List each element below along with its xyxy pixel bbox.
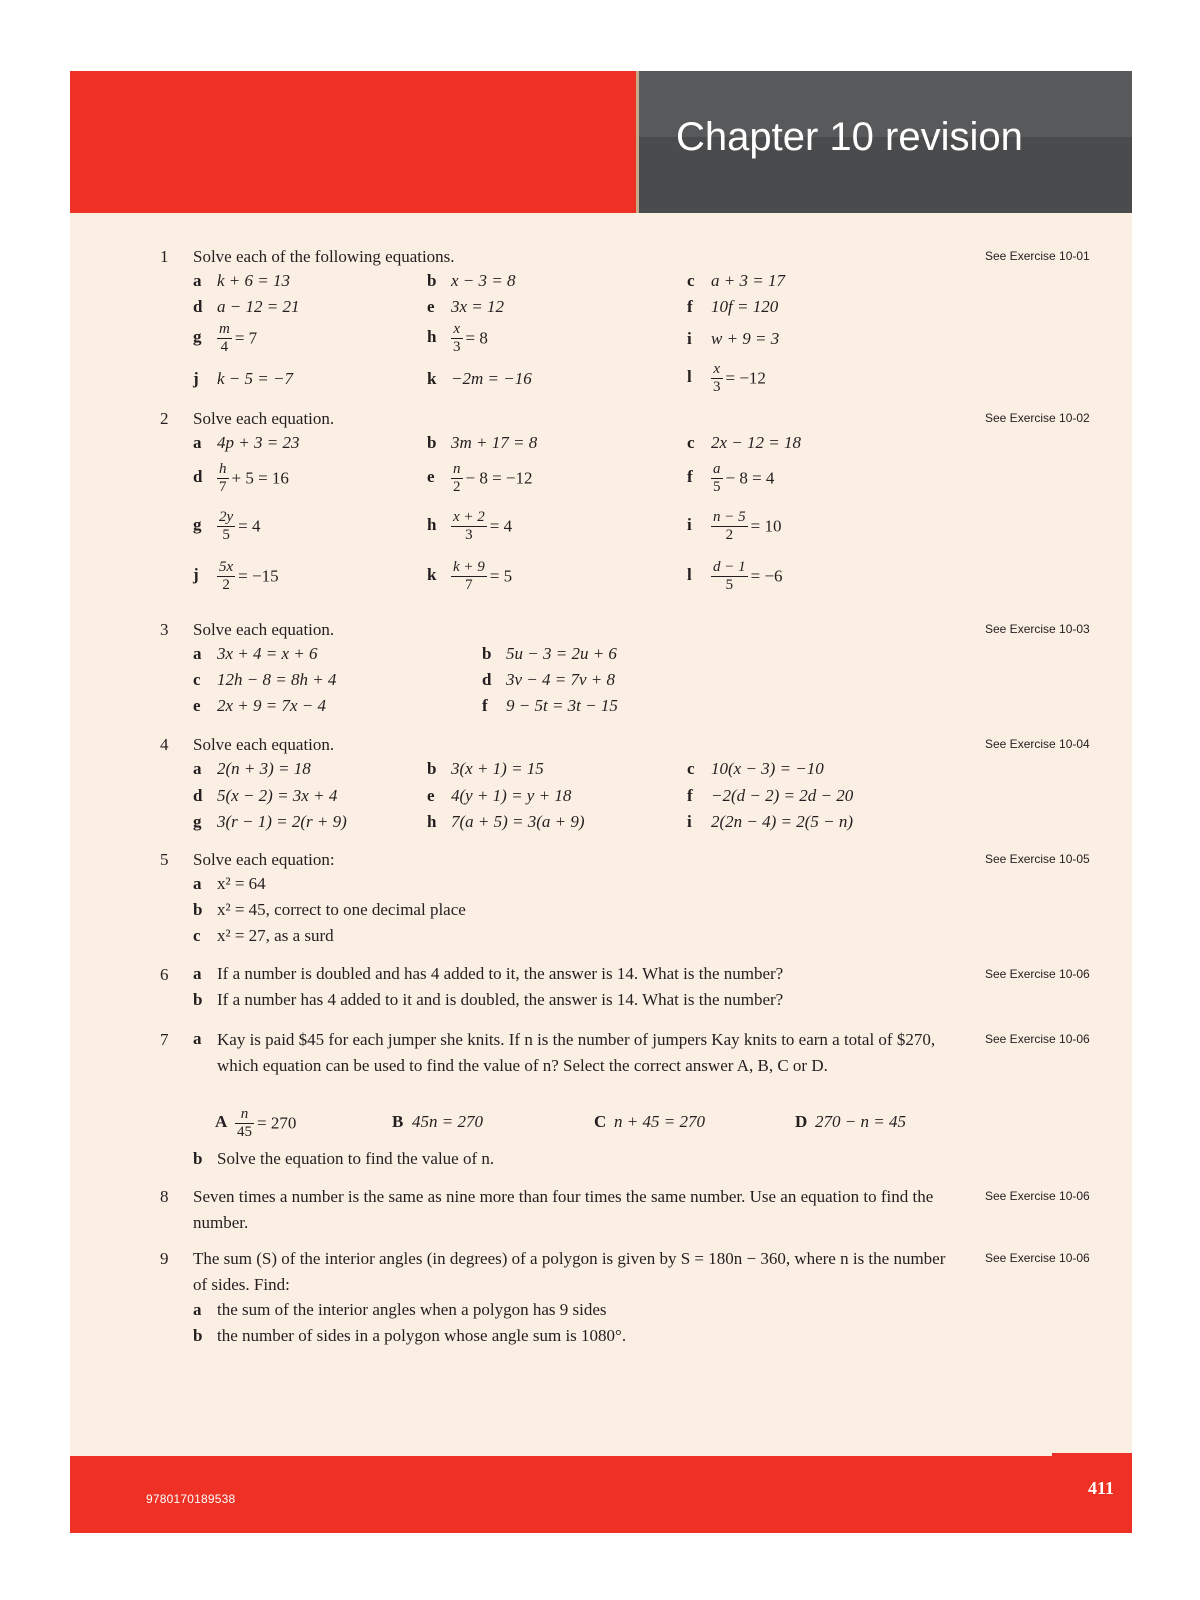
part-e: e 2x + 9 = 7x − 4 [193, 696, 327, 715]
part-j: j $\frac{5x}{2}$ = −15 [193, 559, 279, 593]
fraction: $\frac{k + 9}{7}$ [453, 559, 485, 593]
part-g: g $\frac{m}{4}$ = 7 [193, 321, 258, 355]
part-c: c a + 3 = 17 [687, 271, 785, 290]
fraction: $\frac{n}{45}$ [237, 1106, 252, 1140]
part-l: l $\frac{d - 1}{5}$ = −6 [687, 559, 783, 593]
part-a-text: Kay is paid $45 for each jumper she knits. If n is the number of jumpers Kay knits to earn a total of $270, which equation can be used to find the value of n? Select the correct answer A, B, C or D. [217, 1030, 936, 1075]
part-h: h 7(a + 5) = 3(a + 9) [427, 812, 585, 831]
part-j: j k − 5 = −7 [193, 369, 293, 388]
option-a: A $\frac{n}{45}$ = 270 [215, 1106, 297, 1140]
part-i: i w + 9 = 3 [687, 329, 780, 348]
question-prompt: Solve each equation. [193, 620, 335, 639]
question-number: 5 [160, 850, 169, 869]
part-f: f $\frac{a}{5}$ − 8 = 4 [687, 461, 775, 495]
part-d: d 3v − 4 = 7v + 8 [482, 670, 616, 689]
fraction: $\frac{x + 2}{3}$ [453, 509, 485, 543]
part-i: i 2(2n − 4) = 2(5 − n) [687, 812, 854, 831]
part-b: b 3(x + 1) = 15 [427, 759, 544, 778]
fraction: $\frac{5x}{2}$ [219, 559, 234, 593]
part-a: a k + 6 = 13 [193, 271, 290, 290]
question-text: Seven times a number is the same as nine more than four times the same number. Use an equation to find the number. [193, 1187, 934, 1232]
question-prompt: Solve each of the following equations. [193, 247, 455, 266]
exercise-reference: See Exercise 10-06 [985, 967, 1090, 981]
header-red-block [70, 71, 636, 213]
part-f: f −2(d − 2) = 2d − 20 [687, 786, 854, 805]
fraction: $\frac{m}{4}$ [219, 321, 230, 355]
part-a: a 3x + 4 = x + 6 [193, 644, 318, 663]
question-number: 8 [160, 1187, 169, 1206]
footer-notch [1052, 1453, 1132, 1456]
question-prompt: Solve each equation: [193, 850, 335, 869]
part-a: a If a number is doubled and has 4 added to it, the answer is 14. What is the number? [193, 964, 784, 983]
exercise-reference: See Exercise 10-03 [985, 622, 1090, 636]
fraction: $\frac{x}{3}$ [713, 361, 721, 395]
question-number: 6 [160, 965, 169, 984]
exercise-reference: See Exercise 10-01 [985, 249, 1090, 263]
part-c: c x² = 27, as a surd [193, 926, 334, 945]
part-d: d 5(x − 2) = 3x + 4 [193, 786, 338, 805]
part-g: g 3(r − 1) = 2(r + 9) [193, 812, 347, 831]
header-title-bar [636, 71, 1132, 213]
fraction: $\frac{h}{7}$ [219, 461, 227, 495]
part-b: b Solve the equation to find the value of n. [193, 1149, 495, 1168]
part-e: e $\frac{n}{2}$ − 8 = −12 [427, 461, 533, 495]
part-f: f 10f = 120 [687, 297, 779, 316]
part-e: e 3x = 12 [427, 297, 505, 316]
part-a: a 2(n + 3) = 18 [193, 759, 311, 778]
part-b: b x − 3 = 8 [427, 271, 516, 290]
part-d: d a − 12 = 21 [193, 297, 300, 316]
question-number: 1 [160, 247, 169, 266]
footer-band [70, 1456, 1132, 1533]
part-k: k −2m = −16 [427, 369, 532, 388]
part-i: i $\frac{n - 5}{2}$ = 10 [687, 509, 782, 543]
question-number: 2 [160, 409, 169, 428]
part-b: b x² = 45, correct to one decimal place [193, 900, 466, 919]
part-d: d $\frac{h}{7}$ + 5 = 16 [193, 461, 289, 495]
question-number: 4 [160, 735, 169, 754]
question-number: 3 [160, 620, 169, 639]
part-a: a x² = 64 [193, 874, 266, 893]
exercise-reference: See Exercise 10-06 [985, 1189, 1090, 1203]
part-c: c 2x − 12 = 18 [687, 433, 801, 452]
fraction: $\frac{d - 1}{5}$ [713, 559, 746, 593]
fraction: $\frac{n}{2}$ [453, 461, 461, 495]
exercise-reference: See Exercise 10-05 [985, 852, 1090, 866]
fraction: $\frac{n - 5}{2}$ [713, 509, 746, 543]
fraction: $\frac{2y}{5}$ [219, 509, 234, 543]
fraction: $\frac{a}{5}$ [713, 461, 721, 495]
part-c: c 12h − 8 = 8h + 4 [193, 670, 337, 689]
question-number: 7 [160, 1030, 169, 1049]
part-f: f 9 − 5t = 3t − 15 [482, 696, 618, 715]
question-prompt: Solve each equation. [193, 409, 335, 428]
chapter-title: Chapter 10 revision [676, 115, 1023, 159]
question-prompt: Solve each equation. [193, 735, 335, 754]
part-c: c 10(x − 3) = −10 [687, 759, 824, 778]
isbn: 9780170189538 [146, 1492, 236, 1506]
page [70, 71, 1132, 1533]
exercise-reference: See Exercise 10-02 [985, 411, 1090, 425]
part-l: l $\frac{x}{3}$ = −12 [687, 361, 766, 395]
part-h: h $\frac{x}{3}$ = 8 [427, 321, 488, 355]
question-number: 9 [160, 1249, 169, 1268]
part-a-label: a [193, 1029, 202, 1048]
part-h: h $\frac{x + 2}{3}$ = 4 [427, 509, 513, 543]
part-a: a the sum of the interior angles when a polygon has 9 sides [193, 1300, 607, 1319]
option-b: B 45n = 270 [392, 1112, 483, 1131]
part-g: g $\frac{2y}{5}$ = 4 [193, 509, 261, 543]
part-b: b the number of sides in a polygon whose angle sum is 1080°. [193, 1326, 627, 1345]
question-text: The sum (S) of the interior angles (in degrees) of a polygon is given by S = 180n − 360, where n is the number of sides. Find: [193, 1249, 946, 1294]
exercise-reference: See Exercise 10-04 [985, 737, 1090, 751]
fraction: $\frac{x}{3}$ [453, 321, 461, 355]
part-a: a 4p + 3 = 23 [193, 433, 300, 452]
exercise-reference: See Exercise 10-06 [985, 1251, 1090, 1265]
option-c: C n + 45 = 270 [594, 1112, 705, 1131]
part-k: k $\frac{k + 9}{7}$ = 5 [427, 559, 513, 593]
page-number: 411 [1087, 1478, 1114, 1498]
exercise-reference: See Exercise 10-06 [985, 1032, 1090, 1046]
part-b: b 5u − 3 = 2u + 6 [482, 644, 617, 663]
part-b: b 3m + 17 = 8 [427, 433, 538, 452]
part-b: b If a number has 4 added to it and is doubled, the answer is 14. What is the number? [193, 990, 784, 1009]
option-d: D 270 − n = 45 [795, 1112, 906, 1131]
part-e: e 4(y + 1) = y + 18 [427, 786, 572, 805]
